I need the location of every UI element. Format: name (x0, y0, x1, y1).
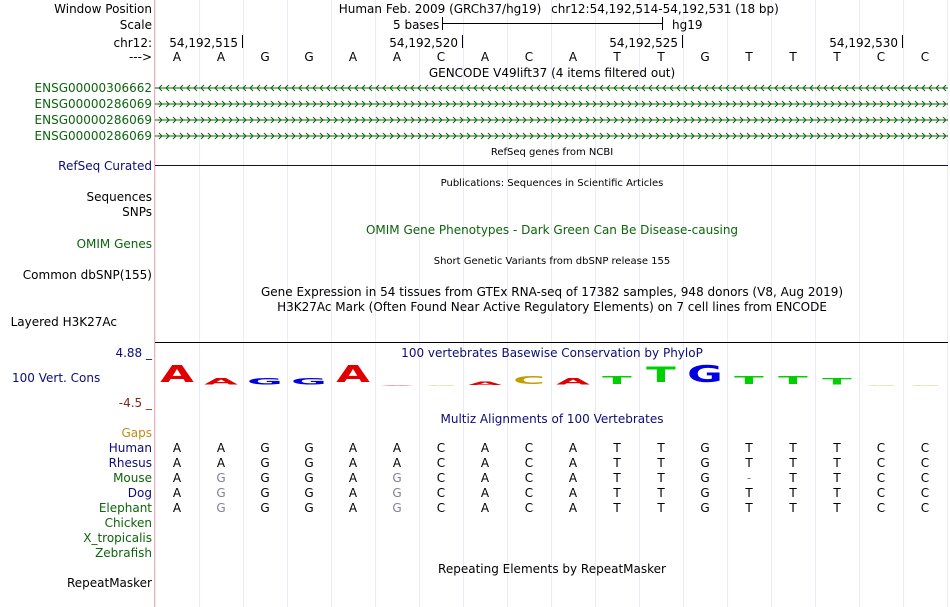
species-label[interactable]: Chicken (104, 516, 152, 530)
ruler-tick-label: 54,192,525 (609, 36, 678, 50)
alignment-base: C (524, 441, 534, 455)
alignment-base: G (304, 456, 314, 470)
alignment-base: T (657, 471, 665, 485)
species-label[interactable]: Elephant (98, 501, 152, 515)
alignment-base: G (392, 471, 402, 485)
h3k27ac-title: H3K27Ac Mark (Often Found Near Active Regulatory Elements) on 7 cell lines from ENCODE (277, 300, 827, 314)
alignment-base: T (657, 486, 665, 500)
alignment-base: A (348, 471, 358, 485)
alignment-base: T (613, 441, 621, 455)
sequence-base: A (568, 50, 578, 64)
alignment-base: T (657, 501, 665, 515)
alignment-base: C (876, 501, 886, 515)
alignment-base: G (304, 471, 314, 485)
alignment-base: T (657, 456, 665, 470)
alignment-base: A (480, 486, 490, 500)
window-position-label: Window Position (54, 2, 152, 16)
sequence-base: A (216, 50, 226, 64)
alignment-base: G (260, 471, 270, 485)
multiz-title: Multiz Alignments of 100 Vertebrates (440, 412, 664, 426)
alignment-base: A (568, 456, 578, 470)
assembly-text: Human Feb. 2009 (GRCh37/hg19) (338, 2, 542, 16)
conservation-min-label: -4.5 _ (118, 396, 152, 410)
alignment-base: G (392, 486, 402, 500)
conservation-letter: G (687, 360, 723, 388)
alignment-base: A (348, 486, 358, 500)
conservation-letter: A (160, 360, 194, 388)
alignment-base: A (216, 441, 226, 455)
alignment-base: C (876, 456, 886, 470)
alignment-base: G (700, 456, 710, 470)
conservation-letter: A (204, 376, 238, 387)
gencode-gene-label[interactable]: ENSG00000286069 (34, 129, 152, 143)
alignment-base: A (480, 456, 490, 470)
alignment-base: T (657, 441, 665, 455)
alignment-base: G (700, 471, 710, 485)
alignment-base: C (920, 441, 930, 455)
sequence-base: A (392, 50, 402, 64)
alignment-base: A (568, 471, 578, 485)
sequence-base: T (613, 50, 621, 64)
conservation-letter: G (247, 376, 283, 387)
alignment-base: A (392, 441, 402, 455)
repeatmasker-label[interactable]: RepeatMasker (66, 576, 152, 590)
alignment-base: G (304, 501, 314, 515)
alignment-base: C (524, 471, 534, 485)
sequence-base: G (260, 50, 270, 64)
alignment-base: G (392, 501, 402, 515)
publications-title: Publications: Sequences in Scientific Articles (440, 178, 664, 189)
conservation-letter: A (468, 381, 502, 387)
sequence-base: T (833, 50, 841, 64)
ruler-tick (462, 35, 463, 48)
omim-label[interactable]: OMIM Genes (76, 237, 152, 251)
alignment-base: A (480, 471, 490, 485)
conservation-letter: A (380, 384, 414, 387)
gencode-gene-feature[interactable] (155, 82, 948, 94)
sequence-base: C (524, 50, 534, 64)
alignment-base: T (745, 441, 753, 455)
alignment-base: C (920, 486, 930, 500)
gencode-gene-feature[interactable] (155, 130, 948, 142)
conservation-letter: T (778, 374, 808, 387)
alignment-base: C (436, 471, 446, 485)
species-label[interactable]: Rhesus (108, 456, 152, 470)
conservation-label[interactable]: 100 Vert. Cons (12, 371, 101, 385)
scale-bar (442, 17, 663, 30)
sequence-base: T (657, 50, 665, 64)
ruler-tick (242, 35, 243, 48)
conservation-letter: A (556, 376, 590, 387)
alignment-base: C (920, 501, 930, 515)
sequence-base: C (876, 50, 886, 64)
alignment-base: C (920, 471, 930, 485)
sequence-base: A (348, 50, 358, 64)
alignment-base: C (436, 456, 446, 470)
conservation-letter: T (602, 374, 632, 387)
alignment-base: T (833, 441, 841, 455)
alignment-base: G (260, 441, 270, 455)
alignment-base: C (436, 486, 446, 500)
alignment-base: C (524, 486, 534, 500)
alignment-base: A (392, 456, 402, 470)
alignment-base: A (172, 441, 182, 455)
alignment-base: T (745, 486, 753, 500)
sequences-label[interactable]: Sequences (86, 190, 152, 204)
alignment-base: A (348, 501, 358, 515)
alignment-base: T (613, 471, 621, 485)
alignment-base: A (480, 441, 490, 455)
alignment-base: A (348, 441, 358, 455)
alignment-base: C (524, 501, 534, 515)
species-label[interactable]: Zebrafish (95, 546, 152, 560)
species-label[interactable]: Dog (127, 486, 152, 500)
repeatmasker-title: Repeating Elements by RepeatMasker (438, 562, 666, 576)
alignment-base: G (304, 441, 314, 455)
alignment-base: C (524, 456, 534, 470)
alignment-base: C (876, 486, 886, 500)
alignment-base: T (833, 456, 841, 470)
alignment-base: C (436, 441, 446, 455)
alignment-base: A (348, 456, 358, 470)
alignment-base: T (833, 486, 841, 500)
gencode-gene-label[interactable]: ENSG00000306662 (34, 81, 152, 95)
alignment-base: T (789, 501, 797, 515)
ruler-tick-label: 54,192,515 (169, 36, 238, 50)
alignment-base: G (216, 471, 226, 485)
scale-text: 5 bases (393, 18, 440, 32)
scale-label: Scale (119, 18, 152, 32)
alignment-base: A (216, 456, 226, 470)
refseq-title: RefSeq genes from NCBI (490, 147, 614, 158)
conservation-title: 100 vertebrates Basewise Conservation by PhyloP (401, 346, 703, 360)
alignment-base: T (833, 501, 841, 515)
alignment-base: G (216, 501, 226, 515)
sequence-base: C (436, 50, 446, 64)
alignment-base: G (260, 456, 270, 470)
ruler-tick-label: 54,192,530 (829, 36, 898, 50)
dbsnp-title: Short Genetic Variants from dbSNP release 155 (433, 256, 671, 267)
sequence-base: G (304, 50, 314, 64)
sequence-base: C (920, 50, 930, 64)
alignment-base: G (700, 486, 710, 500)
alignment-base: G (304, 486, 314, 500)
alignment-base: C (876, 471, 886, 485)
alignment-base: T (789, 486, 797, 500)
alignment-base: A (480, 501, 490, 515)
alignment-base: G (700, 441, 710, 455)
alignment-base: T (613, 456, 621, 470)
chrom-label: chr12: (113, 36, 152, 50)
alignment-base: T (745, 501, 753, 515)
alignment-base: A (568, 486, 578, 500)
alignment-base: T (613, 501, 621, 515)
sequence-base: T (745, 50, 753, 64)
omim-title: OMIM Gene Phenotypes - Dark Green Can Be Disease-causing (365, 223, 739, 237)
conservation-letter: C (865, 384, 897, 387)
alignment-base: C (876, 441, 886, 455)
alignment-base: A (172, 501, 182, 515)
conservation-max-label: 4.88 _ (115, 346, 152, 360)
alignment-base: C (920, 456, 930, 470)
dbsnp-label[interactable]: Common dbSNP(155) (22, 268, 152, 282)
alignment-base: G (216, 486, 226, 500)
conservation-letter: G (291, 376, 327, 387)
conservation-letter: T (646, 362, 676, 388)
alignment-base: A (568, 501, 578, 515)
sequence-base: A (480, 50, 490, 64)
gencode-title: GENCODE V49lift37 (4 items filtered out) (428, 66, 676, 80)
alignment-base: A (568, 441, 578, 455)
gaps-label[interactable]: Gaps (121, 426, 152, 440)
gencode-gene-feature[interactable] (155, 98, 948, 110)
alignment-base: T (789, 456, 797, 470)
alignment-base: G (700, 501, 710, 515)
sequence-base: G (700, 50, 710, 64)
gtex-title: Gene Expression in 54 tissues from GTEx RNA-seq of 17382 samples, 948 donors (V8, Aug 2019) (260, 285, 844, 299)
ruler-tick (902, 35, 903, 48)
position-text: chr12:54,192,514-54,192,531 (18 bp) (551, 2, 779, 16)
refseq-line[interactable] (155, 165, 948, 166)
ruler-tick-label: 54,192,520 (389, 36, 458, 50)
alignment-base: G (260, 486, 270, 500)
species-label[interactable]: Mouse (113, 471, 152, 485)
h3k27ac-baseline (155, 342, 948, 343)
alignment-base: - (746, 471, 752, 485)
alignment-base: G (260, 501, 270, 515)
conservation-letter: A (336, 360, 370, 388)
species-label[interactable]: X_tropicalis (83, 531, 152, 545)
ruler-tick (682, 35, 683, 48)
species-label[interactable]: Human (108, 441, 152, 455)
db-text: hg19 (672, 18, 703, 32)
alignment-base: T (789, 471, 797, 485)
alignment-base: A (172, 471, 182, 485)
conservation-letter: C (513, 374, 545, 387)
h3k27ac-label[interactable]: Layered H3K27Ac (10, 315, 117, 329)
conservation-letter: C (425, 384, 457, 387)
alignment-base: C (436, 501, 446, 515)
gencode-gene-label[interactable]: ENSG00000286069 (34, 97, 152, 111)
alignment-base: T (789, 441, 797, 455)
alignment-base: A (172, 456, 182, 470)
alignment-base: T (833, 471, 841, 485)
alignment-base: T (745, 456, 753, 470)
conservation-letter: T (734, 374, 764, 387)
alignment-base: T (613, 486, 621, 500)
snps-label[interactable]: SNPs (122, 205, 152, 219)
strand-label: ---> (128, 50, 152, 64)
gencode-gene-label[interactable]: ENSG00000286069 (34, 113, 152, 127)
sequence-base: T (789, 50, 797, 64)
conservation-letter: C (909, 384, 941, 387)
refseq-label[interactable]: RefSeq Curated (58, 159, 152, 173)
sequence-base: A (172, 50, 182, 64)
conservation-letter: T (822, 376, 852, 387)
alignment-base: A (172, 486, 182, 500)
gencode-gene-feature[interactable] (155, 114, 948, 126)
